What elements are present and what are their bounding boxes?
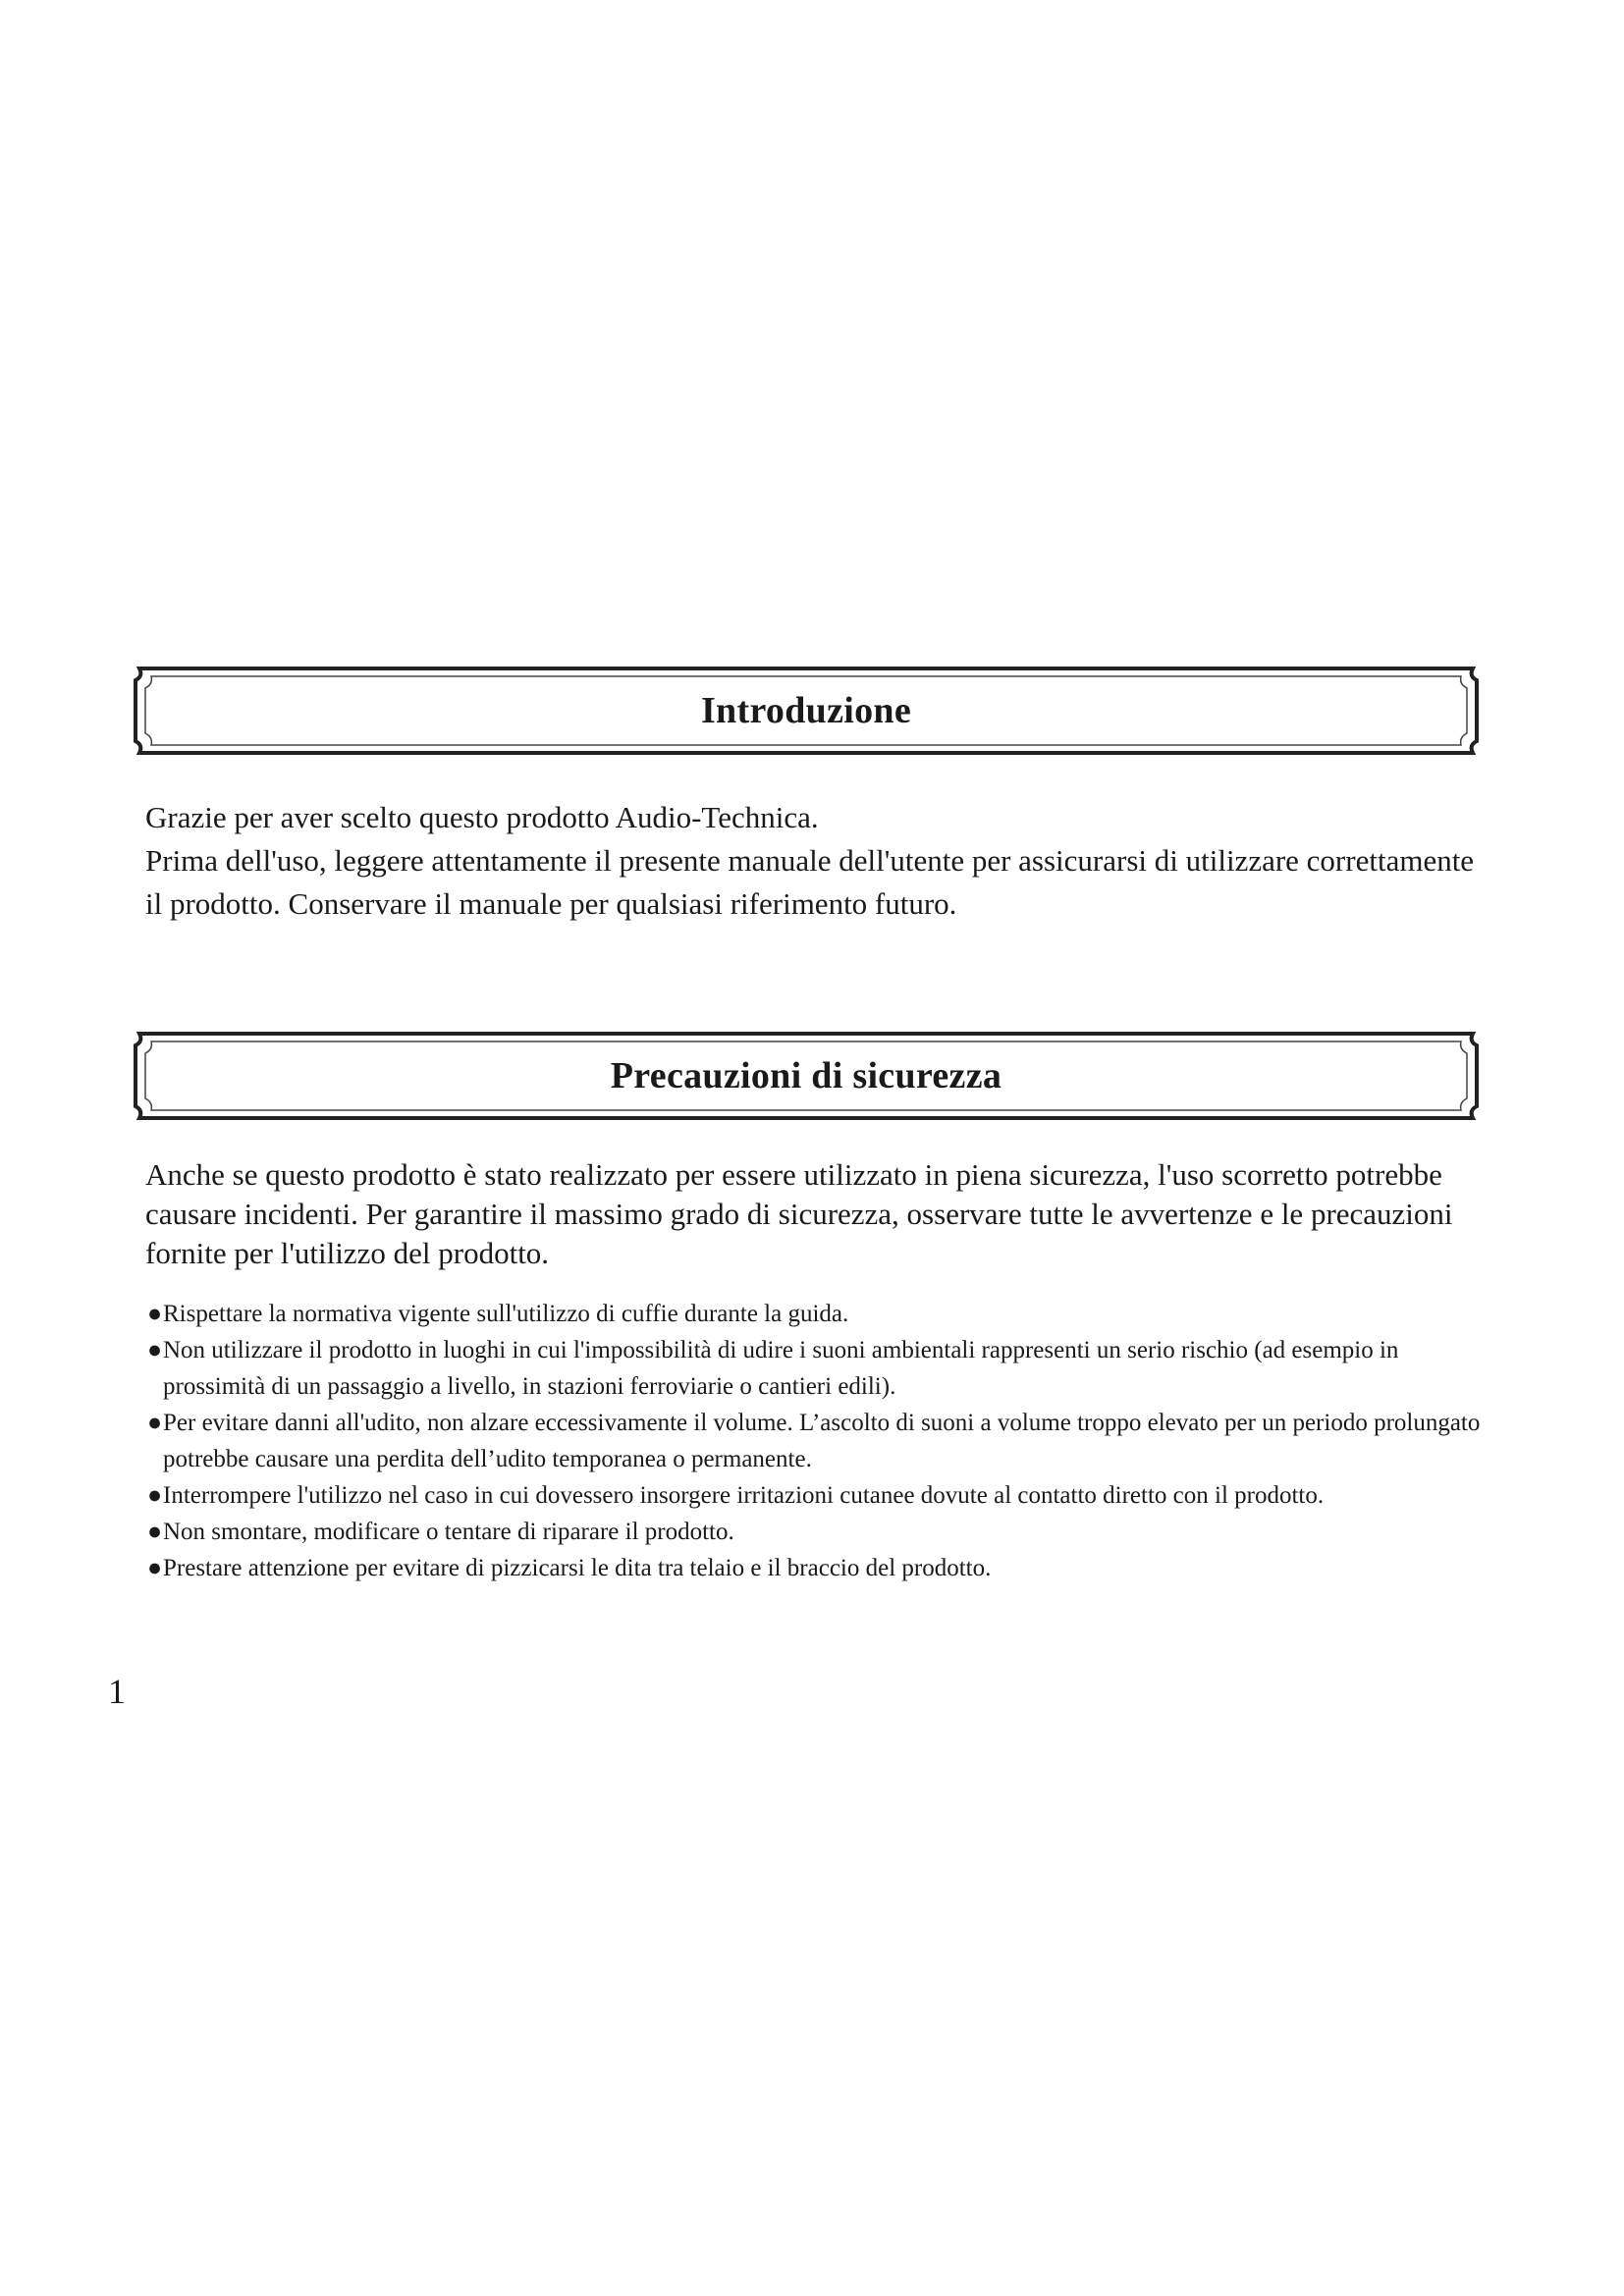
safety-intro: Anche se questo prodotto è stato realizzato per essere utilizzato in piena sicurezza, l'uso scorretto potrebbe causare incidenti. Per garantire il massimo grado di sicurezza, osservare tutte le avvertenze e le precauzioni fornite per l'utilizzo del prodotto. bbox=[145, 1157, 1453, 1270]
section-header-introduzione bbox=[130, 663, 1483, 759]
bullet-icon: ● bbox=[147, 1301, 163, 1327]
list-item bbox=[147, 1550, 1492, 1586]
section-header-precauzioni bbox=[130, 1028, 1483, 1124]
list-item bbox=[147, 1296, 1492, 1332]
list-item-text: Rispettare la normativa vigente sull'utilizzo di cuffie durante la guida. bbox=[163, 1301, 849, 1327]
bullet-icon: ● bbox=[147, 1410, 163, 1436]
intro-paragraph bbox=[145, 796, 1481, 926]
list-item bbox=[147, 1405, 1492, 1477]
bullet-icon: ● bbox=[147, 1337, 163, 1363]
safety-paragraph bbox=[145, 1155, 1481, 1273]
intro-line: Prima dell'uso, leggere attentamente il presente manuale dell'utente per assicurarsi di utilizzare correttamente il prodotto. Conservare il manuale per qualsiasi riferimento futuro. bbox=[145, 843, 1475, 921]
section-title: Precauzioni di sicurezza bbox=[610, 1055, 1002, 1096]
list-item bbox=[147, 1477, 1492, 1514]
bullet-icon: ● bbox=[147, 1519, 163, 1545]
list-item-text: Interrompere l'utilizzo nel caso in cui dovessero insorgere irritazioni cutanee dovute al contatto diretto con il prodotto. bbox=[163, 1482, 1325, 1509]
list-item-text: Per evitare danni all'udito, non alzare eccessivamente il volume. L’ascolto di suoni a volume troppo elevato per un periodo prolungato potrebbe causare una perdita dell’udito temporanea o permanente. bbox=[163, 1410, 1481, 1472]
list-item bbox=[147, 1332, 1492, 1405]
list-item bbox=[147, 1514, 1492, 1550]
page-number: 1 bbox=[108, 1672, 126, 1711]
safety-bullet-list bbox=[147, 1296, 1492, 1586]
list-item-text: Prestare attenzione per evitare di pizzicarsi le dita tra telaio e il braccio del prodotto. bbox=[163, 1555, 992, 1581]
bullet-icon: ● bbox=[147, 1555, 163, 1581]
bullet-icon: ● bbox=[147, 1482, 163, 1509]
list-item-text: Non smontare, modificare o tentare di riparare il prodotto. bbox=[163, 1519, 734, 1545]
intro-line: Grazie per aver scelto questo prodotto Audio-Technica. bbox=[145, 800, 819, 834]
list-item-text: Non utilizzare il prodotto in luoghi in cui l'impossibilità di udire i suoni ambientali rappresenti un serio rischio (ad esempio in prossimità di un passaggio a livello, in stazioni ferroviarie o cantieri edili). bbox=[163, 1337, 1399, 1400]
section-title: Introduzione bbox=[700, 690, 912, 731]
